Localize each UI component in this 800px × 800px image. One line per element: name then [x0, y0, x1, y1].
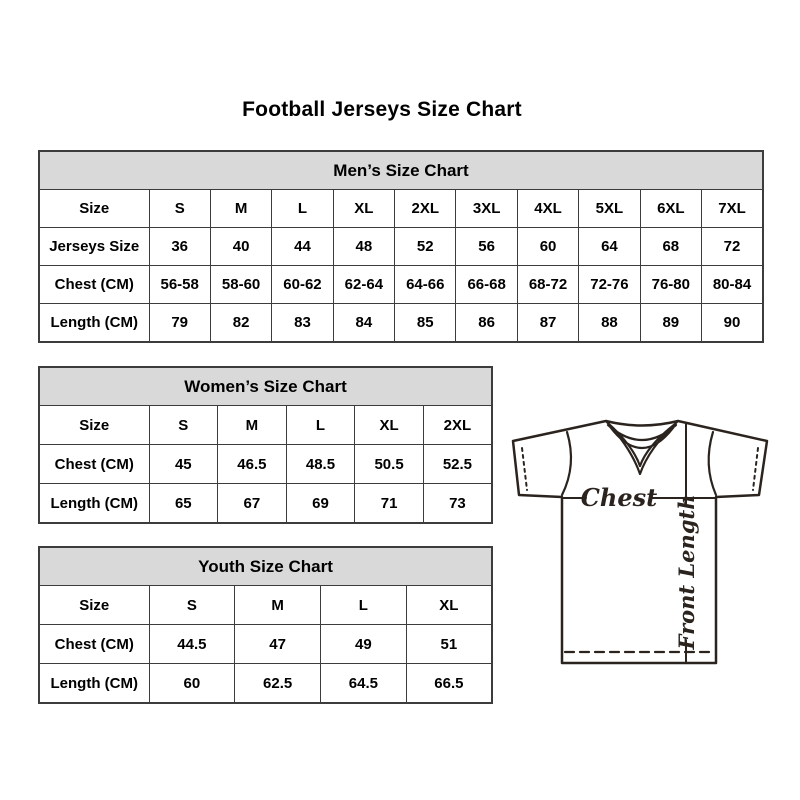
size-cell: 64-66	[395, 266, 456, 304]
size-cell: 7XL	[702, 190, 763, 228]
size-cell: 45	[149, 445, 218, 484]
size-cell: 64	[579, 228, 640, 266]
size-cell: 6XL	[640, 190, 701, 228]
size-cell: 52	[395, 228, 456, 266]
size-cell: 82	[210, 304, 271, 343]
size-cell: 72-76	[579, 266, 640, 304]
size-cell: XL	[333, 190, 394, 228]
size-cell: 58-60	[210, 266, 271, 304]
size-cell: 4XL	[517, 190, 578, 228]
men-header-row	[39, 151, 763, 190]
chest-label: Chest	[580, 483, 658, 512]
row-label: Jerseys Size	[39, 228, 149, 266]
size-cell: 2XL	[395, 190, 456, 228]
row-label: Size	[39, 406, 149, 445]
size-cell: 5XL	[579, 190, 640, 228]
size-cell: 66.5	[406, 664, 492, 704]
size-cell: 48.5	[286, 445, 355, 484]
table-row	[39, 664, 492, 704]
size-cell: 69	[286, 484, 355, 524]
size-cell: 44	[272, 228, 333, 266]
page-title: Football Jerseys Size Chart	[242, 98, 522, 121]
table-row	[39, 190, 763, 228]
size-cell: 56-58	[149, 266, 210, 304]
size-cell: 51	[406, 625, 492, 664]
size-cell: XL	[355, 406, 424, 445]
men-chart-title: Men’s Size Chart	[39, 151, 763, 190]
size-cell: 87	[517, 304, 578, 343]
size-cell: 36	[149, 228, 210, 266]
size-cell: 48	[333, 228, 394, 266]
size-cell: XL	[406, 586, 492, 625]
size-cell: 44.5	[149, 625, 235, 664]
size-cell: 84	[333, 304, 394, 343]
size-cell: 66-68	[456, 266, 517, 304]
size-cell: 62-64	[333, 266, 394, 304]
row-label: Length (CM)	[39, 304, 149, 343]
women-header-row	[39, 367, 492, 406]
size-cell: 47	[235, 625, 321, 664]
size-cell: 88	[579, 304, 640, 343]
size-cell: M	[218, 406, 287, 445]
size-cell: 71	[355, 484, 424, 524]
size-cell: 89	[640, 304, 701, 343]
size-cell: 3XL	[456, 190, 517, 228]
table-row	[39, 484, 492, 524]
size-cell: M	[210, 190, 271, 228]
size-cell: 68-72	[517, 266, 578, 304]
size-cell: 62.5	[235, 664, 321, 704]
size-cell: 68	[640, 228, 701, 266]
row-label: Chest (CM)	[39, 625, 149, 664]
size-cell: 67	[218, 484, 287, 524]
size-cell: 49	[321, 625, 407, 664]
youth-chart-title: Youth Size Chart	[39, 547, 492, 586]
size-cell: L	[272, 190, 333, 228]
size-cell: 80-84	[702, 266, 763, 304]
youth-size-table	[38, 546, 493, 704]
jersey-measurement-diagram	[505, 400, 775, 680]
youth-header-row	[39, 547, 492, 586]
size-cell: L	[286, 406, 355, 445]
womens-size-table	[38, 366, 493, 524]
size-cell: 50.5	[355, 445, 424, 484]
size-cell: S	[149, 190, 210, 228]
size-cell: 86	[456, 304, 517, 343]
size-cell: 60-62	[272, 266, 333, 304]
mens-size-table	[38, 150, 764, 343]
size-cell: 79	[149, 304, 210, 343]
table-row	[39, 445, 492, 484]
table-row	[39, 625, 492, 664]
row-label: Chest (CM)	[39, 445, 149, 484]
size-cell: 85	[395, 304, 456, 343]
size-cell: 90	[702, 304, 763, 343]
row-label: Length (CM)	[39, 484, 149, 524]
table-row	[39, 228, 763, 266]
size-cell: M	[235, 586, 321, 625]
table-row	[39, 266, 763, 304]
size-cell: 2XL	[423, 406, 492, 445]
row-label: Length (CM)	[39, 664, 149, 704]
table-row	[39, 304, 763, 343]
size-cell: 65	[149, 484, 218, 524]
row-label: Size	[39, 190, 149, 228]
size-cell: 76-80	[640, 266, 701, 304]
size-cell: 64.5	[321, 664, 407, 704]
row-label: Chest (CM)	[39, 266, 149, 304]
size-cell: 52.5	[423, 445, 492, 484]
jersey-outline	[513, 421, 767, 663]
size-cell: 60	[517, 228, 578, 266]
size-cell: 72	[702, 228, 763, 266]
table-row	[39, 586, 492, 625]
size-cell: 56	[456, 228, 517, 266]
size-cell: S	[149, 586, 235, 625]
row-label: Size	[39, 586, 149, 625]
size-cell: 46.5	[218, 445, 287, 484]
front-length-label: Front Length	[674, 494, 699, 650]
table-row	[39, 406, 492, 445]
size-cell: 60	[149, 664, 235, 704]
size-cell: S	[149, 406, 218, 445]
size-cell: L	[321, 586, 407, 625]
women-chart-title: Women’s Size Chart	[39, 367, 492, 406]
size-cell: 40	[210, 228, 271, 266]
size-cell: 73	[423, 484, 492, 524]
size-cell: 83	[272, 304, 333, 343]
